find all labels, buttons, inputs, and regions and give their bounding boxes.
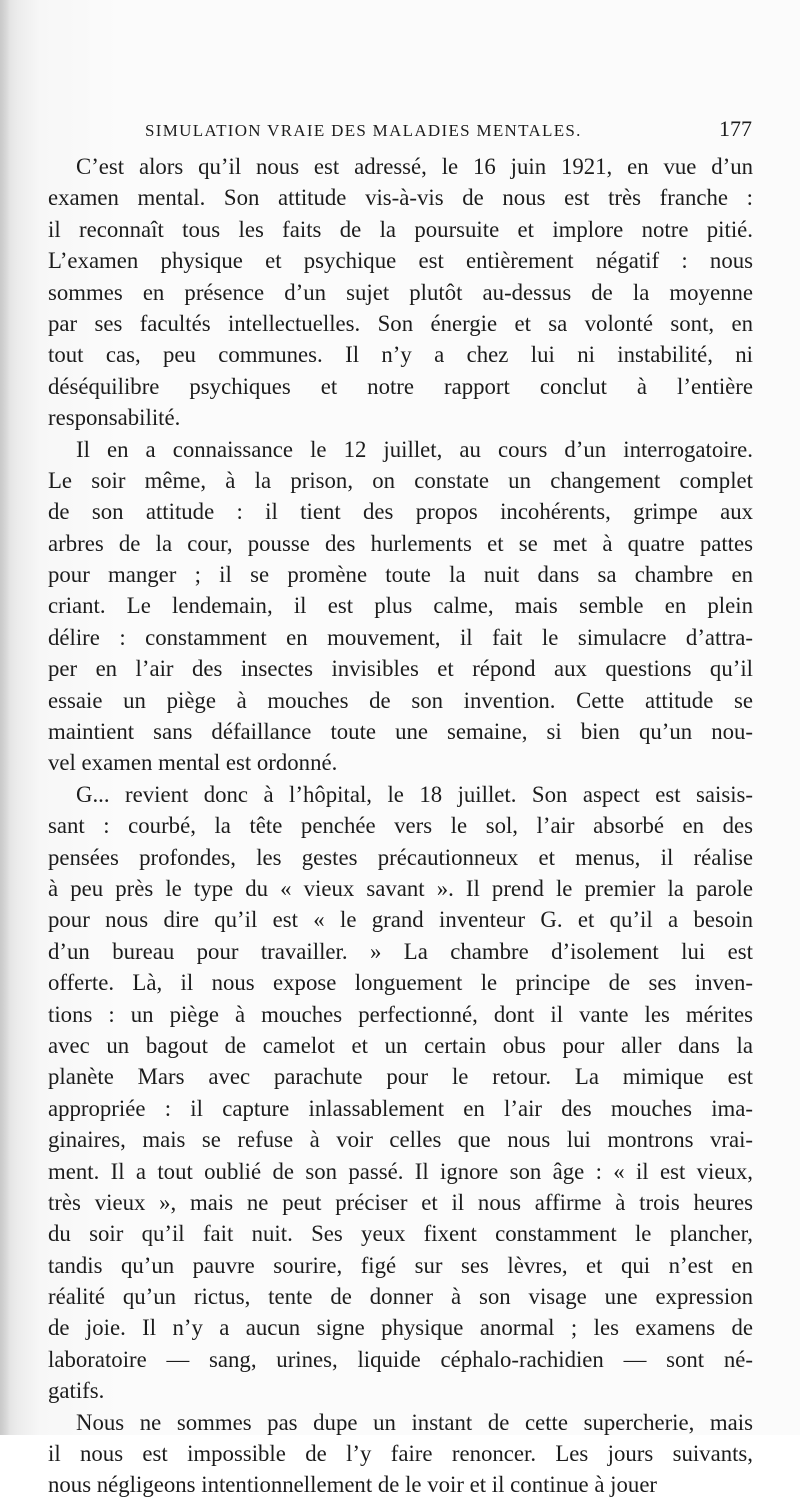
text-line: sant : courbé, la tête penchée vers le sol, l’air absorbé en des xyxy=(48,813,753,839)
text-line: du soir qu’il fait nuit. Ses yeux fixent constamment le plancher, xyxy=(48,1221,753,1247)
text-line: tout cas, peu communes. Il n’y a chez lui ni instabilité, ni xyxy=(48,342,753,368)
text-line: de joie. Il n’y a aucun signe physique anormal ; les examens de xyxy=(48,1315,753,1341)
paragraph xyxy=(48,779,753,1407)
text-line: d’un bureau pour travailler. » La chambre d’isolement lui est xyxy=(48,938,753,964)
page-number: 177 xyxy=(719,116,752,141)
text-line: offerte. Là, il nous expose longuement le principe de ses inven- xyxy=(48,970,753,996)
text-line: ginaires, mais se refuse à voir celles que nous lui montrons vrai- xyxy=(48,1127,753,1153)
text-line: gatifs. xyxy=(48,1378,105,1404)
text-line: délire : constamment en mouvement, il fait le simulacre d’attra- xyxy=(48,624,753,650)
text-line: pensées profondes, les gestes précautionneux et menus, il réalise xyxy=(48,844,753,870)
text-line: de son attitude : il tient des propos incohérents, grimpe aux xyxy=(48,499,753,525)
text-line: per en l’air des insectes invisibles et répond aux questions qu’il xyxy=(48,656,753,682)
paragraph xyxy=(48,434,753,779)
running-title: SIMULATION VRAIE DES MALADIES MENTALES. xyxy=(145,121,582,140)
text-line: tions : un piège à mouches perfectionné, dont il vante les mérites xyxy=(48,1001,753,1027)
text-line: responsabilité. xyxy=(48,405,181,431)
text-line: appropriée : il capture inlassablement en l’air des mouches ima- xyxy=(48,1095,753,1121)
text-line: maintient sans défaillance toute une semaine, si bien qu’un nou- xyxy=(48,719,753,745)
text-line: tandis qu’un pauvre sourire, figé sur ses lèvres, et qui n’est en xyxy=(48,1252,753,1278)
paragraph xyxy=(48,1407,753,1501)
body-text xyxy=(48,151,753,1501)
text-line: C’est alors qu’il nous est adressé, le 16 juin 1921, en vue d’un xyxy=(76,154,753,179)
text-line: pour manger ; il se promène toute la nuit dans sa chambre en xyxy=(48,562,753,588)
text-line: G... revient donc à l’hôpital, le 18 juillet. Son aspect est saisis- xyxy=(76,781,753,807)
text-line: il reconnaît tous les faits de la poursuite et implore notre pitié. xyxy=(48,216,753,242)
text-line: examen mental. Son attitude vis-à-vis de nous est très franche : xyxy=(48,185,753,211)
text-line: arbres de la cour, pousse des hurlements et se met à quatre pattes xyxy=(48,530,753,556)
text-line: L’examen physique et psychique est entièrement négatif : nous xyxy=(48,248,753,274)
text-line: nous négligeons intentionnellement de le voir et il continue à jouer xyxy=(48,1472,658,1498)
text-line: essaie un piège à mouches de son invention. Cette attitude se xyxy=(48,687,753,713)
text-line: très vieux », mais ne peut préciser et il nous affirme à trois heures xyxy=(48,1189,753,1215)
text-line: réalité qu’un rictus, tente de donner à son visage une expression xyxy=(48,1284,753,1310)
text-line: avec un bagout de camelot et un certain obus pour aller dans la xyxy=(48,1032,753,1058)
text-line: déséquilibre psychiques et notre rapport conclut à l’entière xyxy=(48,373,753,399)
text-line: vel examen mental est ordonné. xyxy=(48,750,338,776)
text-line: criant. Le lendemain, il est plus calme, mais semble en plein xyxy=(48,593,753,619)
text-line: pour nous dire qu’il est « le grand inventeur G. et qu’il a besoin xyxy=(48,907,753,933)
text-line: ment. Il a tout oublié de son passé. Il ignore son âge : « il est vieux, xyxy=(48,1158,753,1184)
text-line: Il en a connaissance le 12 juillet, au cours d’un interrogatoire. xyxy=(76,436,753,462)
text-line: Le soir même, à la prison, on constate un changement complet xyxy=(48,467,753,493)
paragraph xyxy=(48,151,753,434)
text-line: par ses facultés intellectuelles. Son énergie et sa volonté sont, en xyxy=(48,310,753,336)
page-header xyxy=(145,116,752,146)
text-line: planète Mars avec parachute pour le retour. La mimique est xyxy=(48,1064,753,1090)
text-line: Nous ne sommes pas dupe un instant de cette supercherie, mais xyxy=(76,1409,753,1435)
text-line: laboratoire — sang, urines, liquide céphalo-rachidien — sont né- xyxy=(48,1346,753,1372)
page-edge-shadow xyxy=(0,0,10,1435)
text-line: sommes en présence d’un sujet plutôt au-dessus de la moyenne xyxy=(48,279,753,305)
text-line: à peu près le type du « vieux savant ». Il prend le premier la parole xyxy=(48,875,753,901)
text-line: il nous est impossible de l’y faire renoncer. Les jours suivants, xyxy=(48,1441,753,1467)
